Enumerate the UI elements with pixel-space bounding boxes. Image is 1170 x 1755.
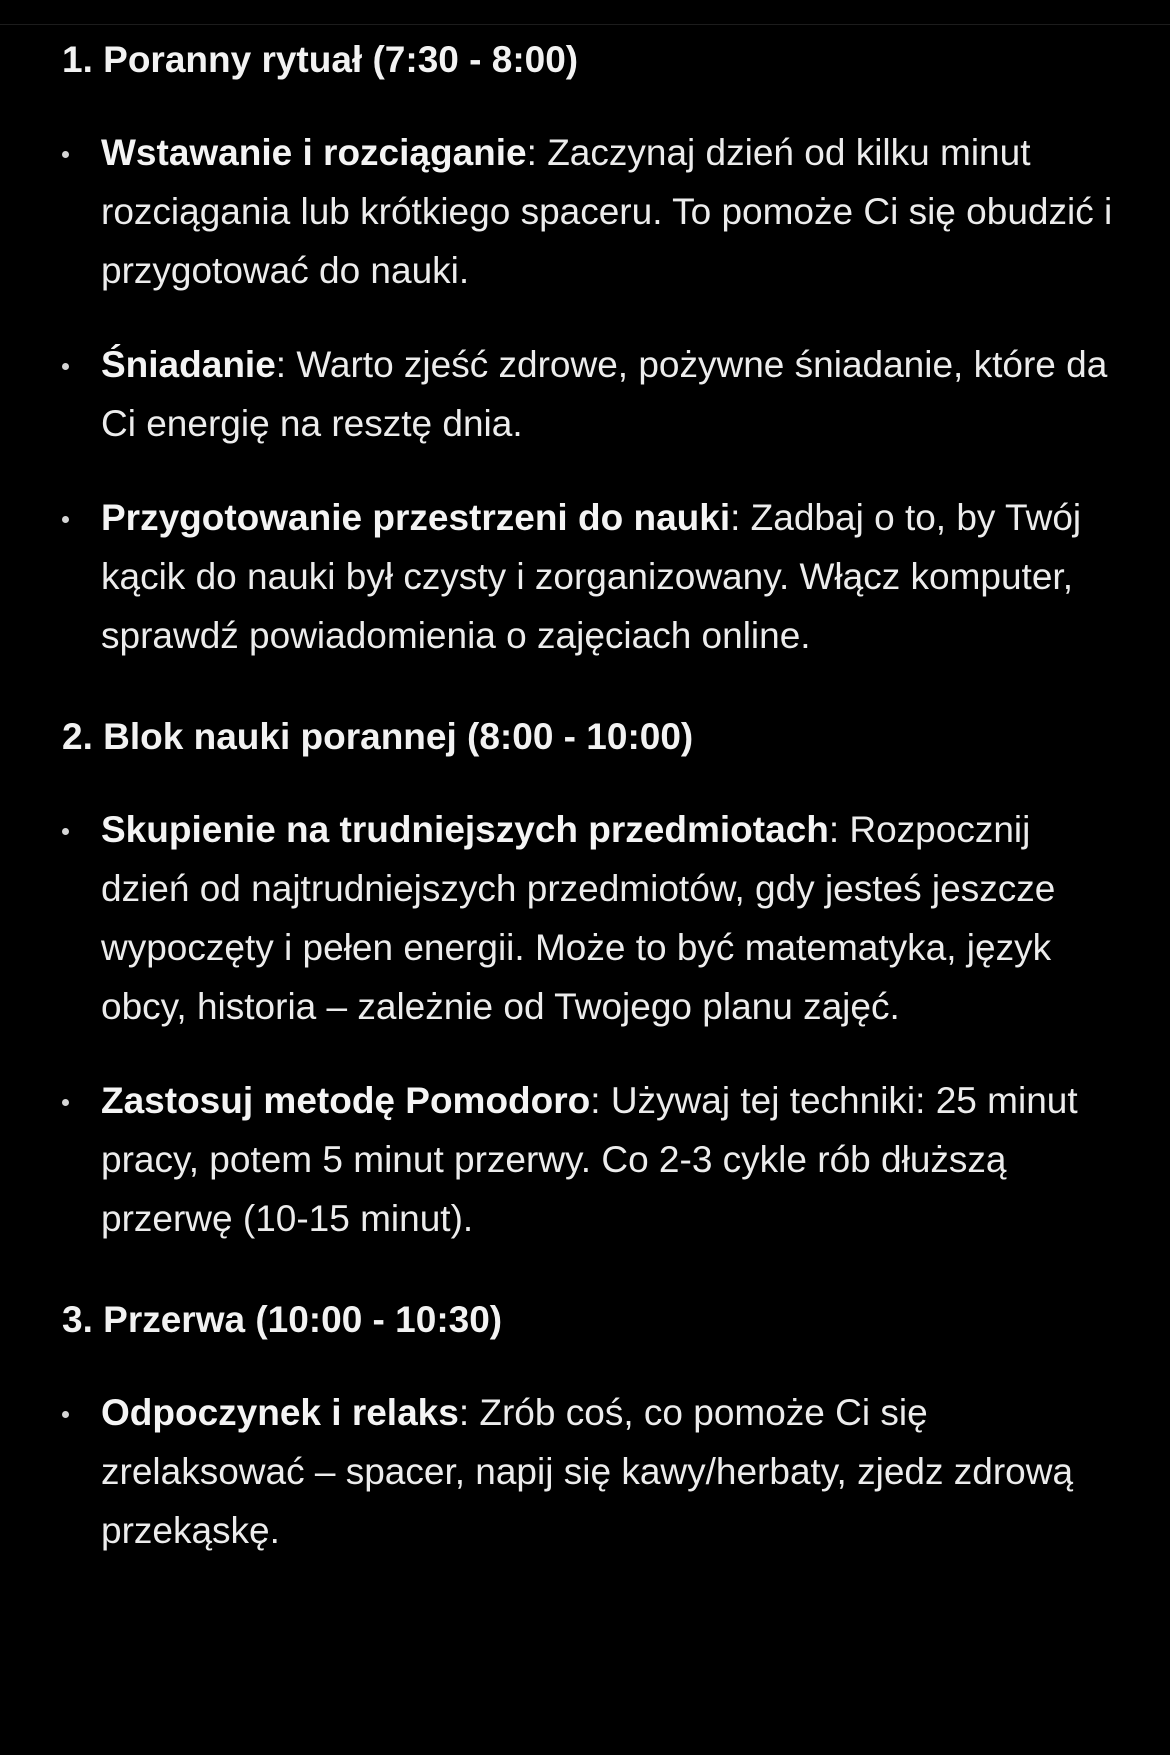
bullet-icon (62, 516, 69, 523)
item-text: : Zaczynaj dzień od kilku minut rozciągania lub krótkiego spaceru. To pomoże Ci się obudzić i przygotować do nauki. (101, 132, 1113, 291)
item-text: : Używaj tej techniki: 25 minut pracy, potem 5 minut przerwy. Co 2-3 cykle rób dłuższą przerwę (10-15 minut). (101, 1080, 1078, 1239)
list-item (62, 123, 1122, 300)
item-text: : Warto zjeść zdrowe, pożywne śniadanie, które da Ci energię na resztę dnia. (101, 344, 1108, 444)
item-text: : Rozpocznij dzień od najtrudniejszych przedmiotów, gdy jesteś jeszcze wypoczęty i pełen energii. Może to być matematyka, język obcy, historia – zależnie od Twojego planu zajęć. (101, 809, 1056, 1027)
item-title: Zastosuj metodę Pomodoro (101, 1080, 591, 1121)
bullet-icon (62, 1411, 69, 1418)
item-text: : Zrób coś, co pomoże Ci się zrelaksować – spacer, napij się kawy/herbaty, zjedz zdrową przekąskę. (101, 1392, 1074, 1551)
bullet-icon (62, 363, 69, 370)
bullet-icon (62, 151, 69, 158)
list-item (62, 335, 1122, 453)
section-heading: 2. Blok nauki porannej (8:00 - 10:00) (62, 716, 694, 757)
section-heading: 3. Przerwa (10:00 - 10:30) (62, 1299, 503, 1340)
list-item (62, 800, 1122, 1036)
section-heading: 1. Poranny rytuał (7:30 - 8:00) (62, 39, 579, 80)
item-title: Odpoczynek i relaks (101, 1392, 459, 1433)
item-text: : Zadbaj o to, by Twój kącik do nauki był czysty i zorganizowany. Włącz komputer, sprawdź powiadomienia o zajęciach online. (101, 497, 1082, 656)
item-title: Wstawanie i rozciąganie (101, 132, 527, 173)
top-divider (0, 24, 1170, 25)
bullet-icon (62, 828, 69, 835)
item-title: Skupienie na trudniejszych przedmiotach (101, 809, 829, 850)
message-content (62, 30, 1122, 1560)
bullet-list (62, 1383, 1122, 1560)
bullet-icon (62, 1099, 69, 1106)
list-item (62, 1071, 1122, 1248)
list-item (62, 1383, 1122, 1560)
bullet-list (62, 800, 1122, 1248)
item-title: Przygotowanie przestrzeni do nauki (101, 497, 731, 538)
item-title: Śniadanie (101, 344, 276, 385)
list-item (62, 488, 1122, 665)
bullet-list (62, 123, 1122, 665)
